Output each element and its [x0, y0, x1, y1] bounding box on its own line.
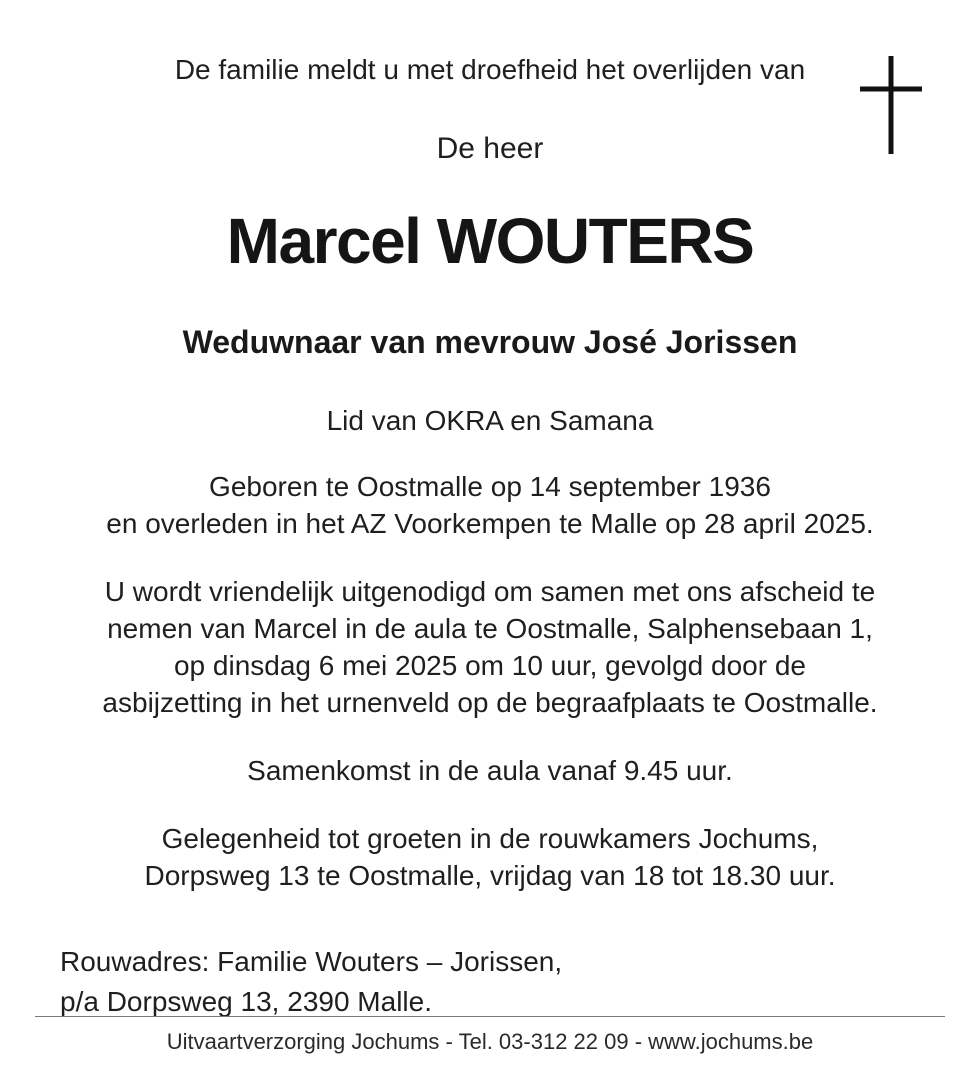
mourning-address-paragraph	[60, 942, 980, 1022]
cross-icon	[858, 56, 924, 154]
life-dates-paragraph	[0, 468, 980, 542]
invitation-line: U wordt vriendelijk uitgenodigd om samen met ons afscheid te	[104, 576, 876, 607]
widower-line: Weduwnaar van mevrouw José Jorissen	[182, 324, 798, 360]
life-dates-line: en overleden in het AZ Voorkempen te Malle op 28 april 2025.	[106, 508, 874, 539]
gathering-line: Samenkomst in de aula vanaf 9.45 uur.	[247, 755, 733, 786]
mourning-address-line: Rouwadres: Familie Wouters – Jorissen,	[60, 946, 563, 977]
invitation-line: nemen van Marcel in de aula te Oostmalle, Salphensebaan 1,	[107, 613, 873, 644]
footer-divider	[35, 1016, 945, 1017]
mourning-address-line: p/a Dorpsweg 13, 2390 Malle.	[60, 986, 432, 1017]
life-dates-line: Geboren te Oostmalle op 14 september 1936	[209, 471, 771, 502]
invitation-paragraph	[0, 573, 980, 721]
condolences-line: Gelegenheid tot groeten in de rouwkamers Jochums,	[161, 823, 819, 854]
condolences-line: Dorpsweg 13 te Oostmalle, vrijdag van 18 tot 18.30 uur.	[144, 860, 836, 891]
intro-line: De familie meldt u met droefheid het overlijden van	[174, 54, 806, 85]
deceased-name: Marcel WOUTERS	[226, 205, 754, 277]
salutation-line: De heer	[436, 132, 544, 165]
invitation-line: op dinsdag 6 mei 2025 om 10 uur, gevolgd door de	[173, 650, 806, 681]
condolences-paragraph	[0, 820, 980, 894]
invitation-line: asbijzetting in het urnenveld op de begraafplaats te Oostmalle.	[102, 687, 878, 718]
funeral-home-footer: Uitvaartverzorging Jochums - Tel. 03-312 22 09 - www.jochums.be	[166, 1029, 814, 1054]
membership-line: Lid van OKRA en Samana	[326, 405, 654, 436]
